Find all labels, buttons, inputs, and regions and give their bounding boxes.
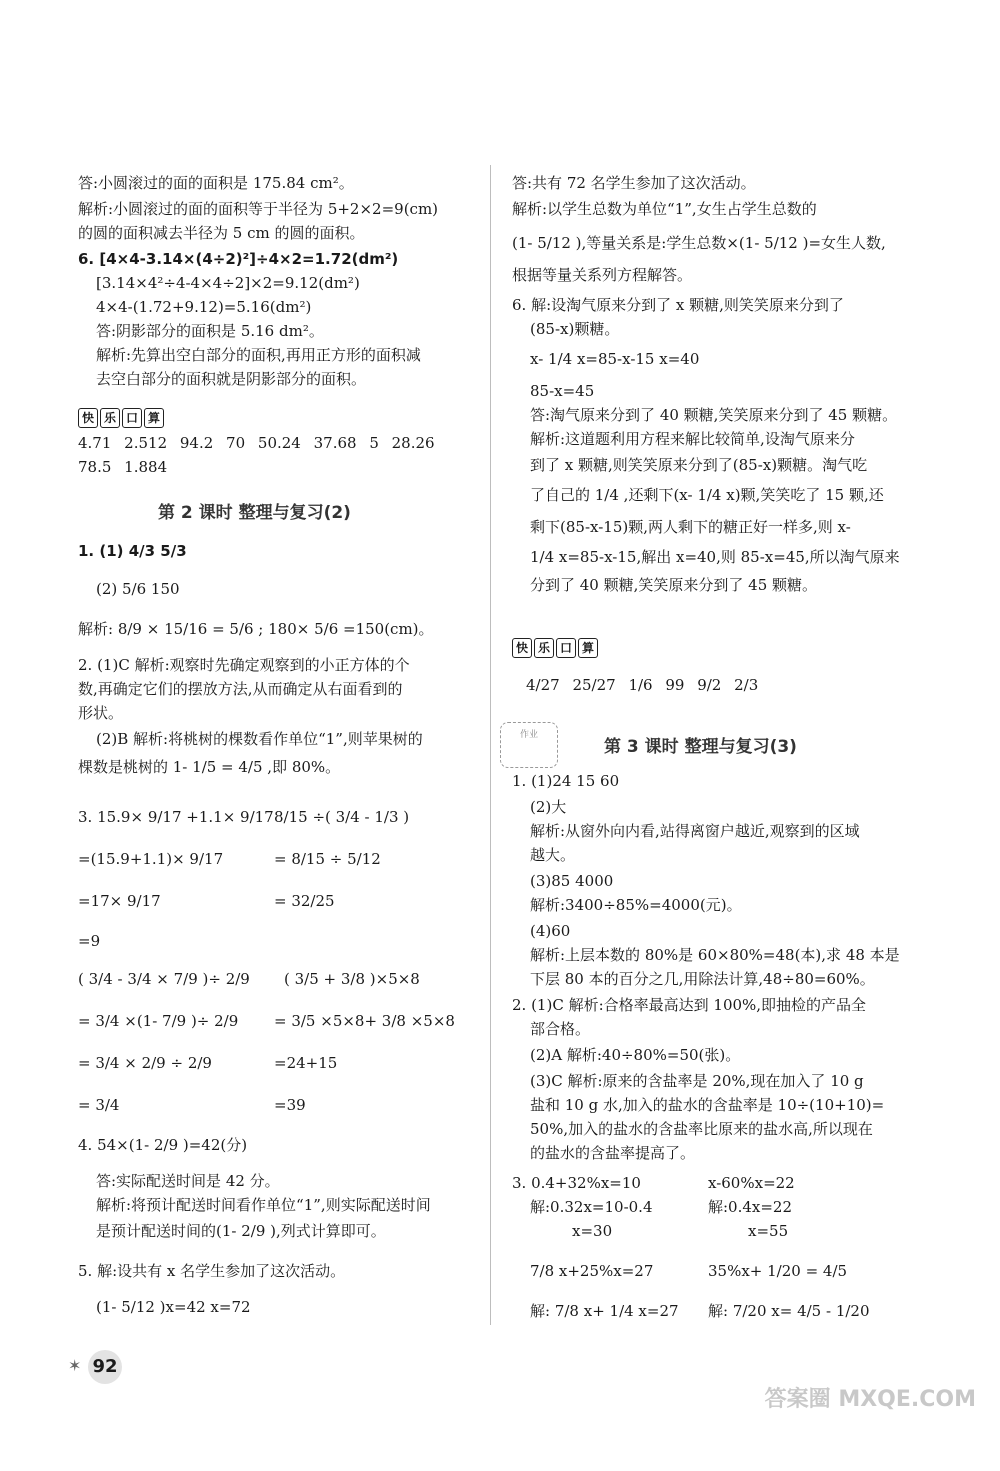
question-3: 3. 15.9× 9/17 +1.1× 9/17: [78, 808, 274, 826]
question-5: 5. 解:设共有 x 名学生参加了这次活动。: [78, 1262, 346, 1280]
label-char: 乐: [534, 638, 554, 658]
homework-stamp: 作业: [500, 722, 558, 768]
analysis-text: 了自己的 1/4 ,还剩下(x- 1/4 x)颗,笑笑吃了 15 颗,还: [530, 486, 884, 504]
analysis-text: 50%,加入的盐水的含盐率比原来的盐水高,所以现在: [530, 1120, 873, 1138]
analysis-text: 解析: 8/9 × 15/16 = 5/6 ; 180× 5/6 =150(cm)。: [78, 620, 434, 638]
equation-line: 85-x=45: [530, 382, 595, 400]
question-2: 2. (1)C 解析:观察时先确定观察到的小正方体的个: [78, 656, 410, 674]
analysis-text: (2)A 解析:40÷80%=50(张)。: [530, 1046, 741, 1064]
section-heading: 第 2 课时 整理与复习(2): [158, 503, 351, 523]
question-1: 1. (1) 4/3 5/3: [78, 542, 187, 560]
analysis-text: 的盐水的含盐率提高了。: [530, 1144, 696, 1162]
label-char: 算: [578, 638, 598, 658]
equation-line: = 32/25: [274, 892, 335, 910]
answer-text: 答:实际配送时间是 42 分。: [96, 1172, 280, 1190]
label-char: 乐: [100, 408, 120, 428]
equation-line: 解: 7/8 x+ 1/4 x=27: [530, 1302, 679, 1320]
analysis-text: 解析:这道题利用方程来解比较简单,设淘气原来分: [530, 430, 855, 448]
label-char: 快: [78, 408, 98, 428]
star-icon: ✶: [68, 1356, 82, 1375]
equation-line: =24+15: [274, 1054, 338, 1072]
equation-line: 35%x+ 1/20 = 4/5: [708, 1262, 848, 1280]
question-6: 6. 解:设淘气原来分到了 x 颗糖,则笑笑原来分到了: [512, 296, 844, 314]
label-char: 算: [144, 408, 164, 428]
analysis-text: 解析:将预计配送时间看作单位“1”,则实际配送时间: [96, 1196, 431, 1214]
analysis-text: (1- 5/12 ),等量关系是:学生总数×(1- 5/12 )=女生人数,: [512, 234, 886, 252]
analysis-text: 解析:小圆滚过的面的面积等于半径为 5+2×2=9(cm): [78, 200, 439, 218]
equation-line: x=55: [748, 1222, 789, 1240]
label-char: 口: [556, 638, 576, 658]
analysis-text: 去空白部分的面积就是阴影部分的面积。: [96, 370, 367, 388]
equation-line: 7/8 x+25%x=27: [530, 1262, 654, 1280]
equation-line: 解:0.32x=10-0.4: [530, 1198, 653, 1216]
answer-text: (2)大: [530, 798, 567, 816]
analysis-text: 部合格。: [530, 1020, 591, 1038]
analysis-text: 分到了 40 颗糖,笑笑原来分到了 45 颗糖。: [530, 576, 818, 594]
analysis-text: 棵数是桃树的 1- 1/5 = 4/5 ,即 80%。: [78, 758, 341, 776]
answer-text: 答:小圆滚过的面的面积是 175.84 cm²。: [78, 174, 354, 192]
equation-line: =39: [274, 1096, 306, 1114]
equation-line: 8/15 ÷( 3/4 - 1/3 ): [274, 808, 410, 826]
equation-line: [3.14×4²÷4-4×4÷2]×2=9.12(dm²): [96, 274, 360, 292]
mental-math-answers: 78.5 1.884: [78, 458, 168, 476]
question-4: 4. 54×(1- 2/9 )=42(分): [78, 1136, 248, 1154]
equation-line: ( 3/4 - 3/4 × 7/9 )÷ 2/9: [78, 970, 250, 988]
mental-math-answers: 4.71 2.512 94.2 70 50.24 37.68 5 28.26: [78, 434, 435, 452]
analysis-text: (3)C 解析:原来的含盐率是 20%,现在加入了 10 g: [530, 1072, 864, 1090]
equation-line: = 3/4 × 2/9 ÷ 2/9: [78, 1054, 212, 1072]
equation-line: = 8/15 ÷ 5/12: [274, 850, 381, 868]
equation-line: x-60%x=22: [708, 1174, 795, 1192]
answer-text: (85-x)颗糖。: [530, 320, 620, 338]
analysis-text: 到了 x 颗糖,则笑笑原来分到了(85-x)颗糖。淘气吃: [530, 456, 868, 474]
analysis-text: 解析:以学生总数为单位“1”,女生占学生总数的: [512, 200, 817, 218]
section-heading: 第 3 课时 整理与复习(3): [604, 737, 797, 757]
analysis-text: 下层 80 本的百分之几,用除法计算,48÷80=60%。: [530, 970, 875, 988]
equation-line: = 3/4 ×(1- 7/9 )÷ 2/9: [78, 1012, 239, 1030]
analysis-text: 剩下(85-x-15)颗,两人剩下的糖正好一样多,则 x-: [530, 518, 851, 536]
kuaile-kousuan-label: [78, 408, 164, 428]
equation-line: = 3/4: [78, 1096, 120, 1114]
question-3: 3. 0.4+32%x=10: [512, 1174, 641, 1192]
question-2: 2. (1)C 解析:合格率最高达到 100%,即抽检的产品全: [512, 996, 867, 1014]
analysis-text: 1/4 x=85-x-15,解出 x=40,则 85-x=45,所以淘气原来: [530, 548, 900, 566]
analysis-text: 是预计配送时间的(1- 2/9 ),列式计算即可。: [96, 1222, 386, 1240]
analysis-text: 的圆的面积减去半径为 5 cm 的圆的面积。: [78, 224, 365, 242]
watermark: 答案圈 MXQE.COM: [764, 1387, 976, 1412]
analysis-text: 数,再确定它们的摆放方法,从而确定从右面看到的: [78, 680, 403, 698]
equation-line: x- 1/4 x=85-x-15 x=40: [530, 350, 700, 368]
analysis-text: 解析:上层本数的 80%是 60×80%=48(本),求 48 本是: [530, 946, 900, 964]
answer-text: (4)60: [530, 922, 571, 940]
equation-line: =9: [78, 932, 101, 950]
kuaile-kousuan-label: [512, 638, 598, 658]
label-char: 口: [122, 408, 142, 428]
analysis-text: 盐和 10 g 水,加入的盐水的含盐率是 10÷(10+10)=: [530, 1096, 885, 1114]
page-number: 92: [88, 1350, 122, 1384]
mental-math-answers: 4/27 25/27 1/6 99 9/2 2/3: [526, 676, 759, 694]
answer-text: (2) 5/6 150: [96, 580, 180, 598]
analysis-text: 越大。: [530, 846, 576, 864]
equation-line: = 3/5 ×5×8+ 3/8 ×5×8: [274, 1012, 455, 1030]
analysis-text: 形状。: [78, 704, 124, 722]
column-divider: [490, 165, 491, 1325]
equation-line: =17× 9/17: [78, 892, 161, 910]
equation-line: 解:0.4x=22: [708, 1198, 793, 1216]
equation-line: =(15.9+1.1)× 9/17: [78, 850, 224, 868]
answer-text: 答:淘气原来分到了 40 颗糖,笑笑原来分到了 45 颗糖。: [530, 406, 898, 424]
answer-text: 答:共有 72 名学生参加了这次活动。: [512, 174, 756, 192]
answer-text: 答:阴影部分的面积是 5.16 dm²。: [96, 322, 324, 340]
equation-line: 解: 7/20 x= 4/5 - 1/20: [708, 1302, 870, 1320]
answer-text: (3)85 4000: [530, 872, 614, 890]
analysis-text: 解析:从窗外向内看,站得离窗户越近,观察到的区域: [530, 822, 860, 840]
analysis-text: 根据等量关系列方程解答。: [512, 266, 693, 284]
analysis-text: (2)B 解析:将桃树的棵数看作单位“1”,则苹果树的: [96, 730, 423, 748]
equation-line: x=30: [572, 1222, 613, 1240]
question-1: 1. (1)24 15 60: [512, 772, 620, 790]
equation-line: ( 3/5 + 3/8 )×5×8: [284, 970, 420, 988]
equation-line: (1- 5/12 )x=42 x=72: [96, 1298, 251, 1316]
analysis-text: 解析:先算出空白部分的面积,再用正方形的面积减: [96, 346, 421, 364]
equation-line: 4×4-(1.72+9.12)=5.16(dm²): [96, 298, 312, 316]
analysis-text: 解析:3400÷85%=4000(元)。: [530, 896, 742, 914]
question-6: 6. [4×4-3.14×(4÷2)²]÷4×2=1.72(dm²): [78, 250, 399, 268]
label-char: 快: [512, 638, 532, 658]
